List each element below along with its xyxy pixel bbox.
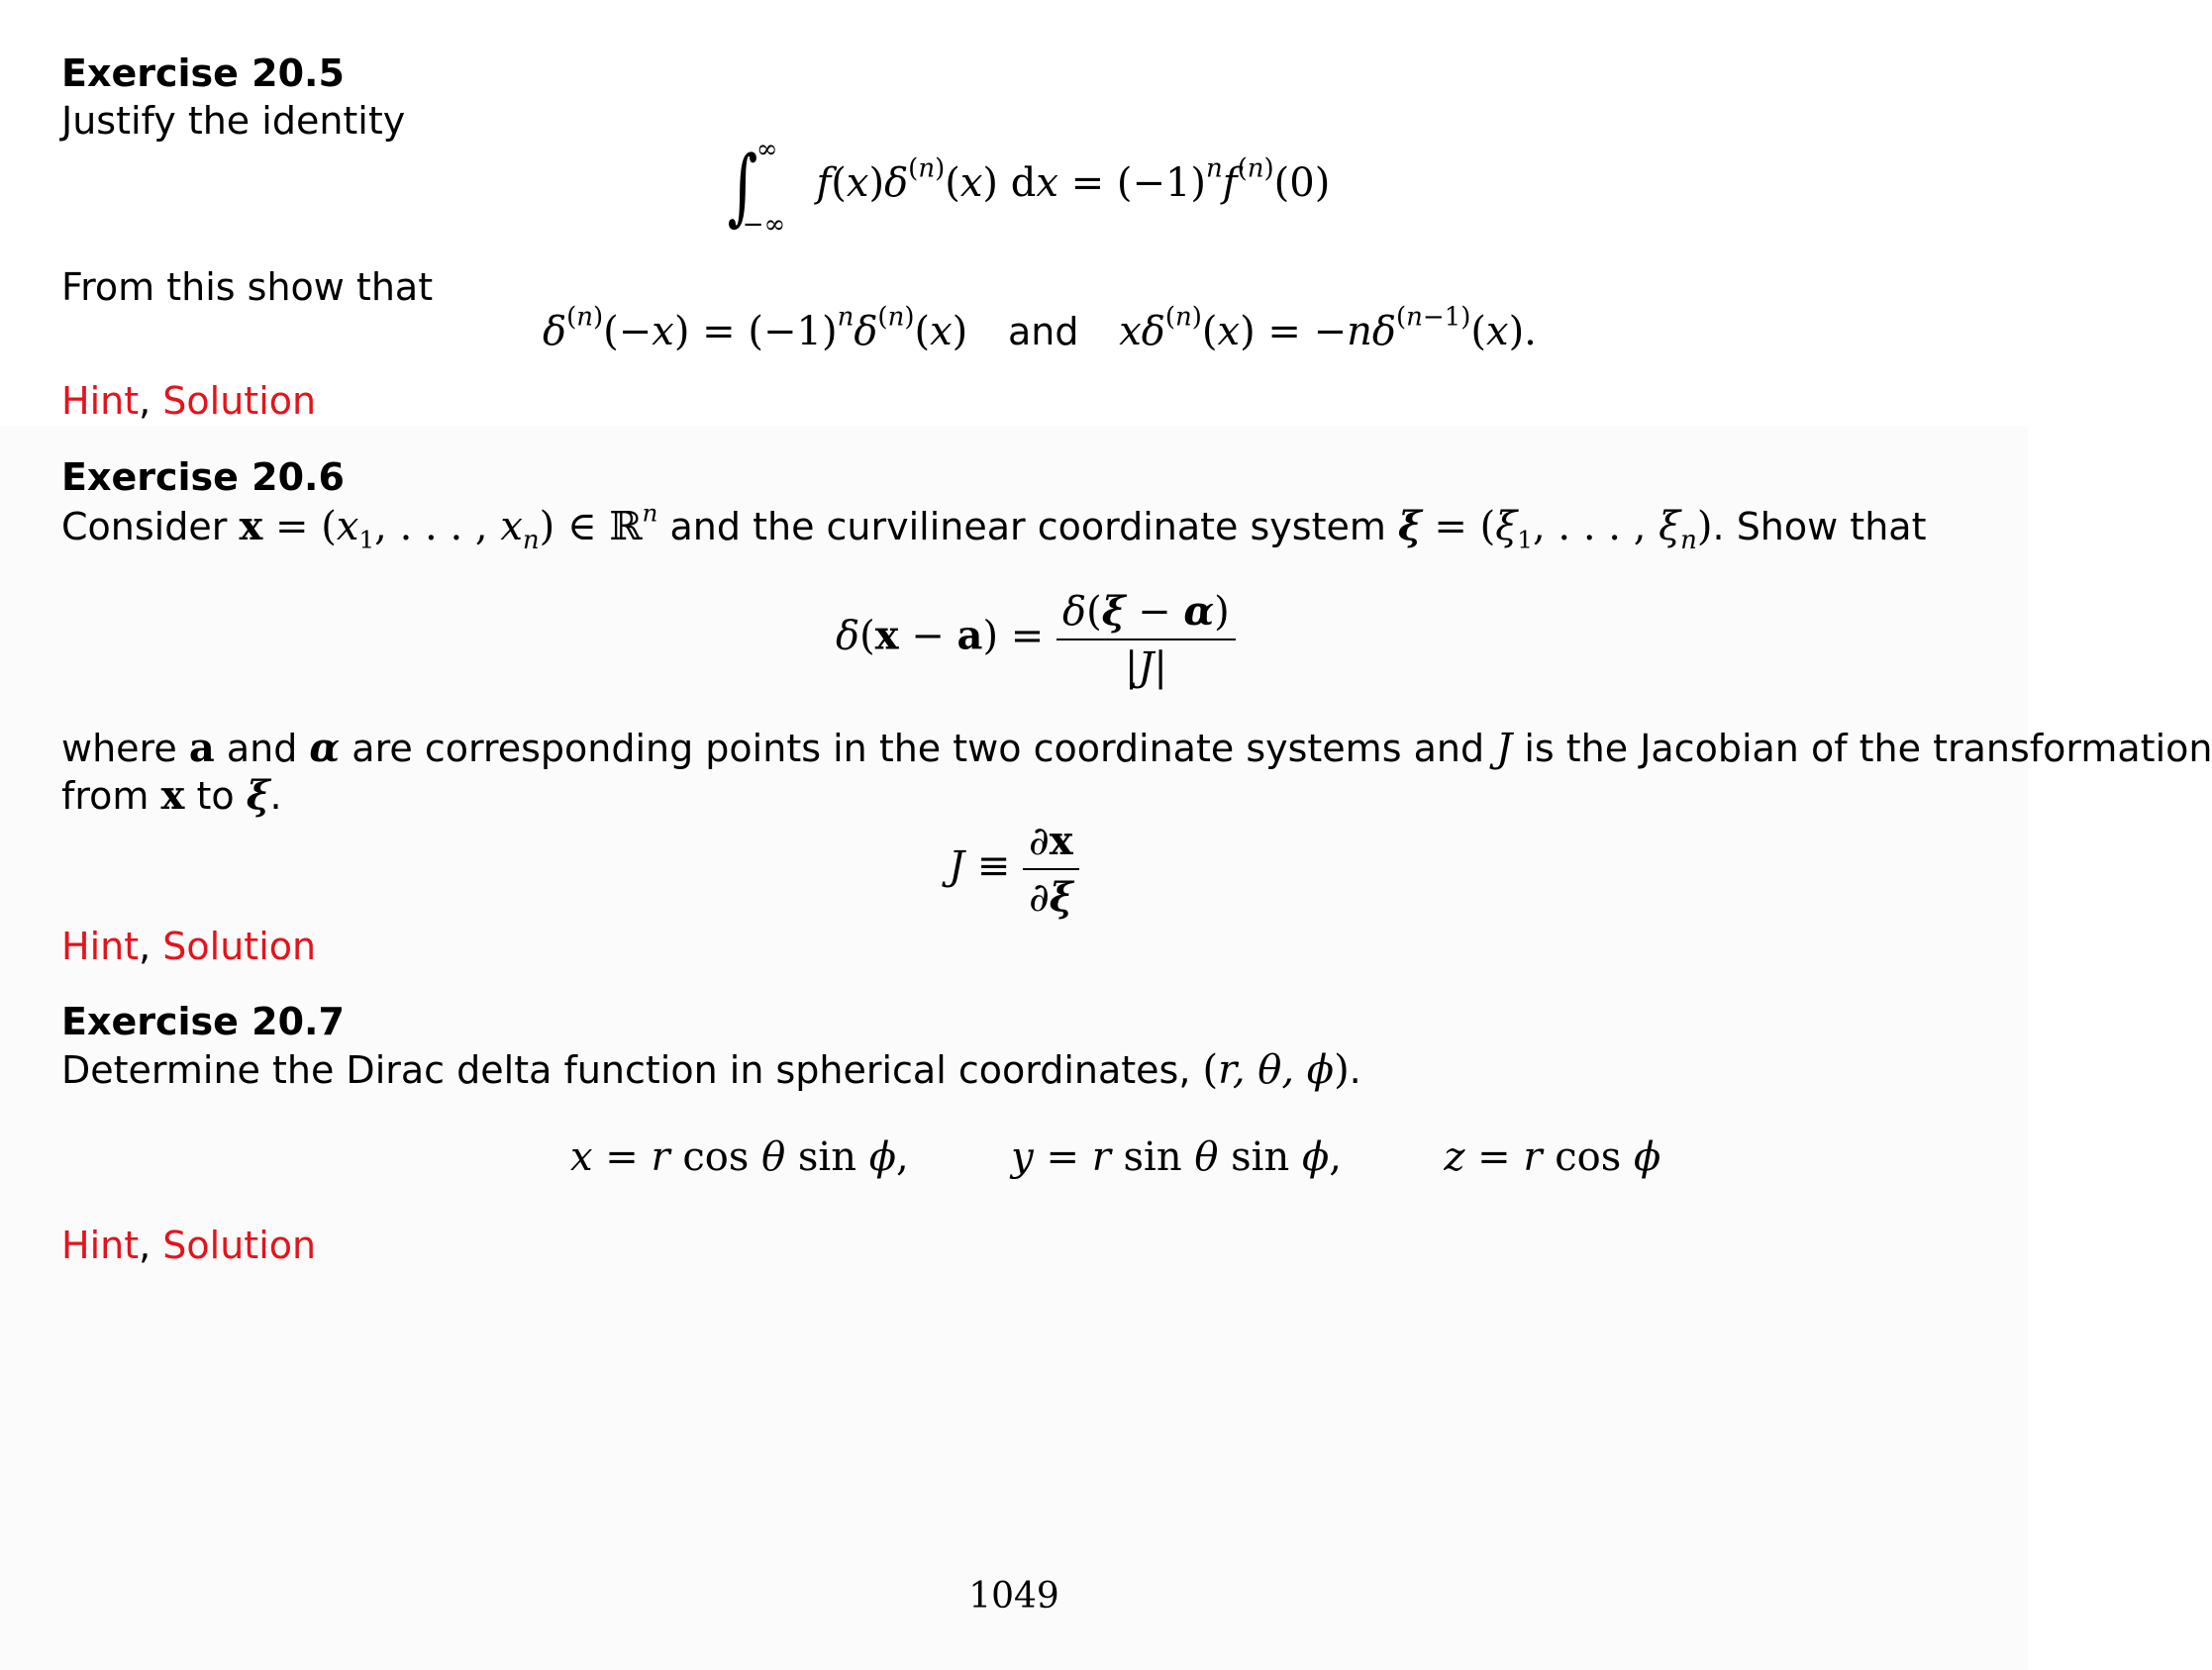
- exercise-20-7-links: Hint, Solution: [61, 1224, 317, 1267]
- exercise-20-6-heading: Exercise 20.6: [61, 455, 345, 499]
- spherical-coordinates-equation: x = r cos θ sin ϕ, y = r sin θ sin ϕ, z = r cos ϕ: [570, 1134, 1661, 1180]
- page-number: 1049: [968, 1576, 1059, 1617]
- exercise-20-6-links: Hint, Solution: [61, 925, 317, 968]
- solution-link-20-5[interactable]: Solution: [162, 379, 317, 423]
- exercise-20-5-links: Hint, Solution: [61, 379, 317, 423]
- and-word: and: [1007, 310, 1079, 353]
- exercise-20-5-intro: Justify the identity: [61, 99, 406, 143]
- integral-identity-equation: ∫ ∞ −∞ $f(x)\delta^{(n)}(x)$ dx = $(-1)^nf^{(n)}(0)$: [727, 135, 1331, 240]
- exercise-20-6-from: from x to ξ.: [61, 772, 282, 819]
- hint-link-20-5[interactable]: Hint: [61, 379, 140, 423]
- exercise-20-5-heading: Exercise 20.5: [61, 51, 345, 95]
- exercise-20-6-intro: Consider $x = (x_1$, . . . , $x_n$) ∈ ℝ$^n$ and the curvilinear coordinate system $\xi = (\xi_1$, . . . , $\xi_n$). Show that: [61, 498, 1927, 556]
- derivative-identities-equation: $\delta^{(n)}(-x) = (-1)^n\delta^{(n)}(x)$ and $x\delta^{(n)}(x) = -n\delta^{(n-1)}(x)$.: [543, 302, 1537, 354]
- solution-link-20-7[interactable]: Solution: [162, 1224, 317, 1267]
- hint-link-20-7[interactable]: Hint: [61, 1224, 140, 1267]
- exercise-20-5-from-text: From this show that: [61, 265, 434, 309]
- exercise-20-7-intro: Determine the Dirac delta function in spherical coordinates, (r, θ, ϕ).: [61, 1047, 1361, 1093]
- hint-link-20-6[interactable]: Hint: [61, 925, 140, 968]
- exercise-20-7-heading: Exercise 20.7: [61, 1000, 345, 1043]
- solution-link-20-6[interactable]: Solution: [162, 925, 317, 968]
- exercise-20-6-where: where a and α are corresponding points in the two coordinate systems and J is the Jacobian of the transformation: [61, 725, 2212, 771]
- jacobian-equation: J ≡ $\frac{\partial x}{\partial\xi}$: [949, 818, 1079, 921]
- delta-transform-equation: δ(x − a) = $\frac{\delta(\xi - \alpha)}{|J|}$: [836, 588, 1236, 690]
